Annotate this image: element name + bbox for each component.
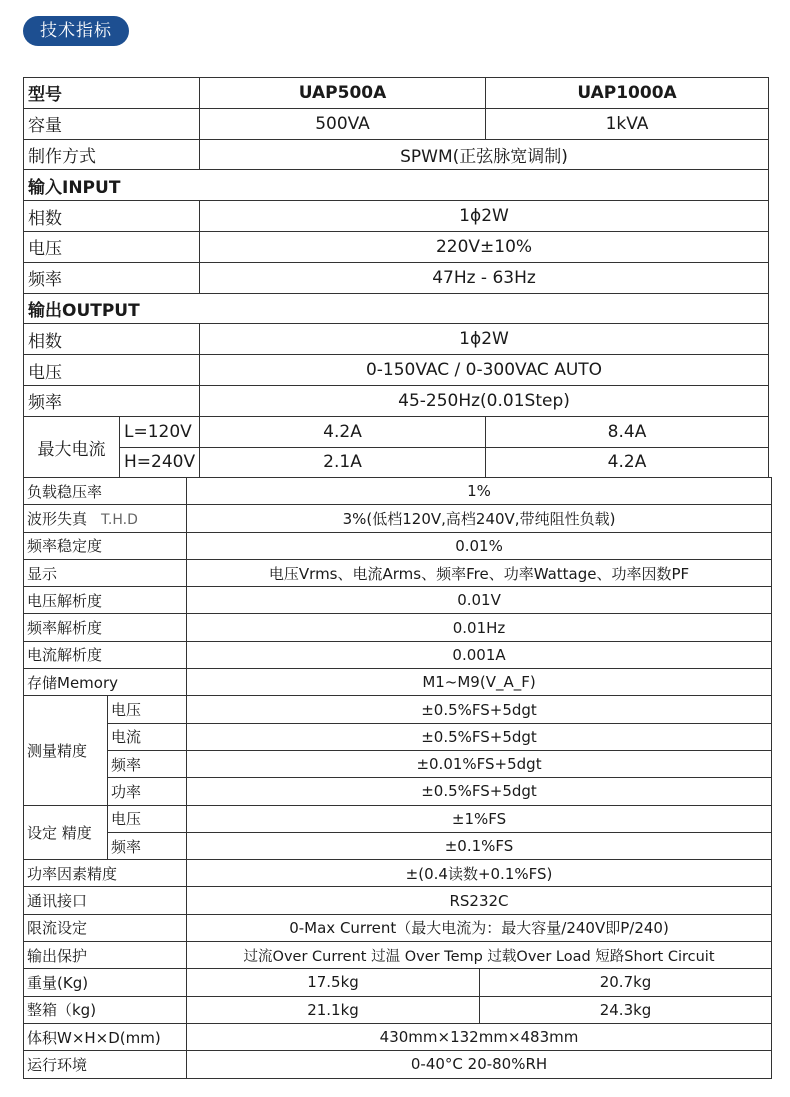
table-row: [24, 969, 772, 996]
table-row: [24, 231, 769, 262]
table-row: [24, 750, 772, 777]
thd-value: 3%(低档120V,高档240V,带纯阻性负载): [187, 505, 772, 532]
protect-label: 输出保护: [24, 942, 187, 969]
v-res-value: 0.01V: [187, 587, 772, 614]
table-row: [24, 293, 769, 324]
meas-v-label: 电压: [108, 696, 187, 723]
table-row: [24, 1023, 772, 1050]
table-row: [24, 559, 772, 586]
output-phase-value: 1ϕ2W: [200, 324, 769, 355]
table-row: [24, 324, 769, 355]
h240-a: 2.1A: [200, 447, 486, 478]
l120-a: 4.2A: [200, 416, 486, 447]
set-f-value: ±0.1%FS: [187, 832, 772, 859]
h240-b: 4.2A: [486, 447, 769, 478]
capacity-b: 1kVA: [486, 108, 769, 139]
meas-f-label: 频率: [108, 750, 187, 777]
limit-label: 限流设定: [24, 914, 187, 941]
table-row: [24, 723, 772, 750]
table-row: [24, 1051, 772, 1078]
meas-p-label: 功率: [108, 778, 187, 805]
display-value: 电压Vrms、电流Arms、频率Fre、功率Wattage、功率因数PF: [187, 559, 772, 586]
load-reg-value: 1%: [187, 478, 772, 505]
input-freq-label: 频率: [24, 262, 200, 293]
meas-i-value: ±0.5%FS+5dgt: [187, 723, 772, 750]
meas-label: 测量精度: [24, 696, 108, 805]
meas-v-value: ±0.5%FS+5dgt: [187, 696, 772, 723]
box-b: 24.3kg: [480, 996, 772, 1023]
output-freq-value: 45-250Hz(0.01Step): [200, 385, 769, 416]
model-b: UAP1000A: [486, 78, 769, 109]
thd-label-cell: [24, 505, 187, 532]
env-value: 0-40°C 20-80%RH: [187, 1051, 772, 1078]
memory-value: M1~M9(V_A_F): [187, 669, 772, 696]
f-res-label: 频率解析度: [24, 614, 187, 641]
table-row: [24, 696, 772, 723]
table-row: [24, 108, 769, 139]
output-voltage-label: 电压: [24, 355, 200, 386]
table-row: [24, 416, 769, 447]
meas-i-label: 电流: [108, 723, 187, 750]
table-row: [24, 170, 769, 201]
table-row: [24, 805, 772, 832]
comm-label: 通讯接口: [24, 887, 187, 914]
set-f-label: 频率: [108, 832, 187, 859]
table-row: [24, 505, 772, 532]
limit-value: 0-Max Current（最大电流为：最大容量/240V即P/240): [187, 914, 772, 941]
table-row: [24, 887, 772, 914]
capacity-a: 500VA: [200, 108, 486, 139]
output-phase-label: 相数: [24, 324, 200, 355]
i-res-label: 电流解析度: [24, 641, 187, 668]
table-row: [24, 262, 769, 293]
env-label: 运行环境: [24, 1051, 187, 1078]
table-row: [24, 478, 772, 505]
output-freq-label: 频率: [24, 385, 200, 416]
comm-value: RS232C: [187, 887, 772, 914]
table-row: [24, 942, 772, 969]
table-row: [24, 614, 772, 641]
table-row: [24, 355, 769, 386]
table-row: [24, 778, 772, 805]
l120-b: 8.4A: [486, 416, 769, 447]
v-res-label: 电压解析度: [24, 587, 187, 614]
method-value: SPWM(正弦脉宽调制): [200, 139, 769, 170]
capacity-label: 容量: [24, 108, 200, 139]
model-a: UAP500A: [200, 78, 486, 109]
f-res-value: 0.01Hz: [187, 614, 772, 641]
input-header: 输入INPUT: [24, 170, 769, 201]
output-header: 输出OUTPUT: [24, 293, 769, 324]
table-row: [24, 385, 769, 416]
box-a: 21.1kg: [187, 996, 480, 1023]
pf-value: ±(0.4读数+0.1%FS): [187, 860, 772, 887]
input-voltage-value: 220V±10%: [200, 231, 769, 262]
set-label: 设定 精度: [24, 805, 108, 860]
input-freq-value: 47Hz - 63Hz: [200, 262, 769, 293]
table-row: [24, 641, 772, 668]
max-current-label: 最大电流: [24, 416, 120, 478]
input-phase-label: 相数: [24, 201, 200, 232]
input-voltage-label: 电压: [24, 231, 200, 262]
table-row: [24, 860, 772, 887]
table-row: [24, 139, 769, 170]
spec-table-top: [23, 77, 769, 478]
volume-value: 430mm×132mm×483mm: [187, 1023, 772, 1050]
table-row: [24, 832, 772, 859]
weight-label: 重量(Kg): [24, 969, 187, 996]
input-phase-value: 1ϕ2W: [200, 201, 769, 232]
table-row: [24, 532, 772, 559]
i-res-value: 0.001A: [187, 641, 772, 668]
table-row: [24, 914, 772, 941]
thd-sub: T.H.D: [101, 511, 138, 528]
table-row: [24, 669, 772, 696]
meas-f-value: ±0.01%FS+5dgt: [187, 750, 772, 777]
weight-b: 20.7kg: [480, 969, 772, 996]
table-row: [24, 447, 769, 478]
output-voltage-value: 0-150VAC / 0-300VAC AUTO: [200, 355, 769, 386]
meas-p-value: ±0.5%FS+5dgt: [187, 778, 772, 805]
pf-label: 功率因素精度: [24, 860, 187, 887]
protect-value: 过流Over Current 过温 Over Temp 过载Over Load 短路Short Circuit: [187, 942, 772, 969]
freq-stab-label: 频率稳定度: [24, 532, 187, 559]
table-row: [24, 996, 772, 1023]
table-row: [24, 78, 769, 109]
volume-label: 体积W×H×D(mm): [24, 1023, 187, 1050]
box-label: 整箱（kg): [24, 996, 187, 1023]
table-row: [24, 587, 772, 614]
freq-stab-value: 0.01%: [187, 532, 772, 559]
load-reg-label: 负载稳压率: [24, 478, 187, 505]
weight-a: 17.5kg: [187, 969, 480, 996]
table-row: [24, 201, 769, 232]
set-v-value: ±1%FS: [187, 805, 772, 832]
h240-label: H=240V: [120, 447, 200, 478]
l120-label: L=120V: [120, 416, 200, 447]
spec-table-bottom: [23, 477, 772, 1079]
memory-label: 存储Memory: [24, 669, 187, 696]
display-label: 显示: [24, 559, 187, 586]
section-title-badge: 技术指标: [23, 16, 129, 46]
method-label: 制作方式: [24, 139, 200, 170]
model-label: 型号: [24, 78, 200, 109]
thd-label: 波形失真: [27, 509, 88, 528]
set-v-label: 电压: [108, 805, 187, 832]
